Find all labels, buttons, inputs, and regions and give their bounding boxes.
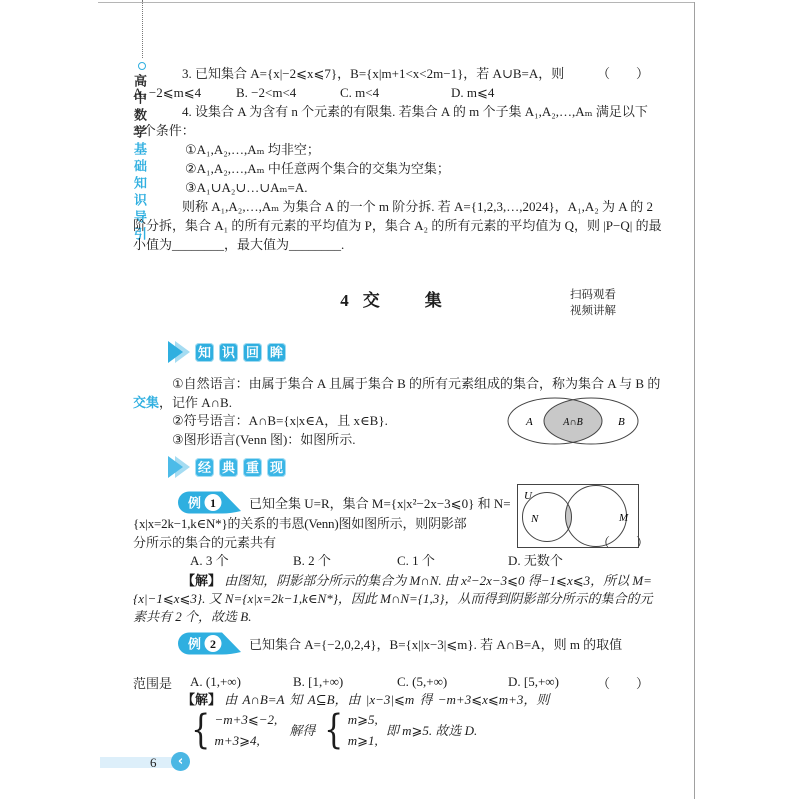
option-b: B. −2<m<4	[236, 85, 297, 100]
option-c: C. (5,+∞)	[397, 674, 448, 689]
option-a: A. −2⩽m⩽4	[133, 85, 202, 100]
problem-4-condition-2: ②A₁,A₂,…,Aₘ 中任意两个集合的交集为空集；	[185, 161, 450, 176]
badge-char: 典	[219, 458, 238, 477]
inequality-system	[188, 706, 477, 754]
option-c: C. m<4	[340, 85, 380, 100]
option-b: B. 2 个	[293, 553, 331, 568]
series-name-teal: 基础知识导引	[132, 142, 147, 244]
example-label: 例	[188, 636, 202, 652]
solution-text: 由图知，阴影部分所示的集合为 M∩N. 由 x²−2x−3⩽0 得−1⩽x⩽3，所以 M={x|−1⩽x⩽3}. 又 N={x|x=2k−1,k∈N*}，因此 M∩N={1,3}，从而得到阴影部分所示的集合的元素共有 2 个，故选 B.	[133, 573, 653, 624]
venn-label-b: B	[618, 416, 625, 428]
solve-word: 解得	[289, 722, 316, 738]
sidebar-dotted-line	[142, 0, 143, 58]
knowledge-item-1-cont: 交集，记作 A∩B.	[133, 395, 232, 410]
problem-3-options	[133, 83, 663, 102]
page-top-edge	[98, 2, 695, 3]
left-brace: {	[324, 707, 344, 753]
problem-4-paragraph: 则称 A₁,A₂,…,Aₘ 为集合 A 的一个 m 阶分拆. 若 A={1,2,3,…,2024}，A₁,A₂ 为 A 的 2 阶分拆，集合 A₁ 的所有元素的平均值为 P，集合 A₂ 的所有元素的平均值为 Q，则 |P−Q| 的最小值为________，最大值为________.	[133, 199, 662, 252]
example-1-line2: {x|x=2k−1,k∈N*}的关系的韦恩(Venn)图如图所示，则阴影部	[133, 516, 467, 531]
example-1-line1: 已知全集 U=R，集合 M={x|x²−2x−3⩽0} 和 N=	[249, 496, 511, 511]
system-1-top: −m+3⩽−2,	[214, 712, 278, 727]
option-c: C. 1 个	[397, 553, 435, 568]
solution-label: 【解】	[182, 692, 222, 707]
venn-label-m: M	[619, 512, 629, 524]
example-label: 例	[188, 495, 202, 511]
solution-label: 【解】	[182, 573, 222, 588]
answer-bracket: （ ）	[596, 676, 649, 691]
venn-label-ab: A∩B	[563, 417, 583, 428]
knowledge-item-2: ②符号语言：A∩B={x|x∈A，且 x∈B}.	[172, 413, 388, 428]
system-2-top: m⩾5,	[347, 712, 378, 727]
page-number: 6	[150, 755, 157, 770]
series-name-black: 高中数学	[132, 74, 147, 142]
badge-char: 回	[243, 343, 262, 362]
venn-label-n: N	[531, 513, 539, 525]
knowledge-item-3: ③图形语言(Venn 图)：如图所示.	[172, 432, 356, 447]
example-2-options	[190, 672, 720, 691]
knowledge-review-header	[168, 341, 286, 363]
highlight-term: 交集	[133, 395, 160, 410]
venn-label-universe: U	[524, 490, 532, 502]
venn-label-a: A	[526, 416, 533, 428]
badge-char: 识	[219, 343, 238, 362]
venn-diagram-example1	[517, 484, 639, 548]
solution-intro-text: 由 A∩B=A 知 A⊆B，由 |x−3|⩽m 得 −m+3⩽x⩽m+3，则	[224, 692, 550, 707]
back-button[interactable]	[171, 752, 190, 771]
option-d: D. m⩽4	[451, 85, 495, 100]
option-a: A. (1,+∞)	[190, 674, 241, 689]
badge-char: 知	[195, 343, 214, 362]
example-1-options	[190, 551, 720, 570]
example-number: 1	[210, 496, 216, 510]
system-1	[214, 709, 277, 751]
section-title: 交 集	[362, 291, 456, 310]
section-arrow-icon	[168, 341, 190, 363]
badge-char: 现	[267, 458, 286, 477]
system-1-bottom: m+3⩾4,	[214, 733, 260, 748]
classic-examples-header	[168, 456, 286, 478]
answer-bracket: （ ）	[596, 66, 649, 81]
system-2-bottom: m⩾1,	[347, 733, 378, 748]
example-1-badge	[178, 491, 242, 514]
badge-char: 经	[195, 458, 214, 477]
example-1-line3: 分所示的集合的元素共有 （ ）	[133, 535, 649, 550]
problem-4-line1: 4. 设集合 A 为含有 n 个元素的有限集. 若集合 A 的 m 个子集 A₁,A₂,…,Aₘ 满足以下	[182, 104, 648, 119]
qr-note-line1: 扫码观看	[570, 289, 616, 301]
left-brace: {	[191, 707, 211, 753]
section-number: 4	[340, 291, 349, 310]
back-chevron-icon: ‹	[177, 754, 184, 769]
qr-note-line2: 视频讲解	[570, 305, 616, 317]
system-2	[348, 709, 378, 751]
example-number: 2	[210, 637, 216, 651]
problem-4-condition-1: ①A₁,A₂,…,Aₘ 均非空；	[185, 142, 320, 157]
footer-bar	[100, 757, 174, 768]
badge-char: 重	[243, 458, 262, 477]
example-2-badge	[178, 632, 242, 655]
badge-char: 眸	[267, 343, 286, 362]
example-2-line2: 范围是 （ ）	[133, 676, 649, 691]
example-1-solution	[133, 572, 663, 626]
conclusion-text: 即 m⩾5. 故选 D.	[385, 722, 478, 738]
problem-4-condition-3: ③A₁∪A₂∪…∪Aₘ=A.	[185, 180, 308, 195]
problem-3-statement: 3. 已知集合 A={x|−2⩽x⩽7}，B={x|m+1<x<2m−1}，若 A∪B=A，则 （ ）	[182, 66, 649, 81]
problem-4-line2: 3 个条件：	[133, 123, 195, 138]
option-d: D. [5,+∞)	[508, 674, 559, 689]
answer-bracket: （ ）	[596, 535, 649, 550]
option-d: D. 无数个	[508, 553, 563, 568]
knowledge-item-1: ①自然语言：由属于集合 A 且属于集合 B 的所有元素组成的集合，称为集合 A 与 B 的	[172, 376, 661, 391]
section-arrow-icon	[168, 456, 190, 478]
venn-diagram-intersection	[506, 396, 640, 446]
option-a: A. 3 个	[190, 553, 229, 568]
exercise-block	[133, 64, 663, 254]
example-2-line1: 已知集合 A={−2,0,2,4}，B={x||x−3|⩽m}. 若 A∩B=A，则 m 的取值	[249, 637, 623, 652]
qr-note	[570, 287, 616, 319]
option-b: B. [1,+∞)	[293, 674, 344, 689]
